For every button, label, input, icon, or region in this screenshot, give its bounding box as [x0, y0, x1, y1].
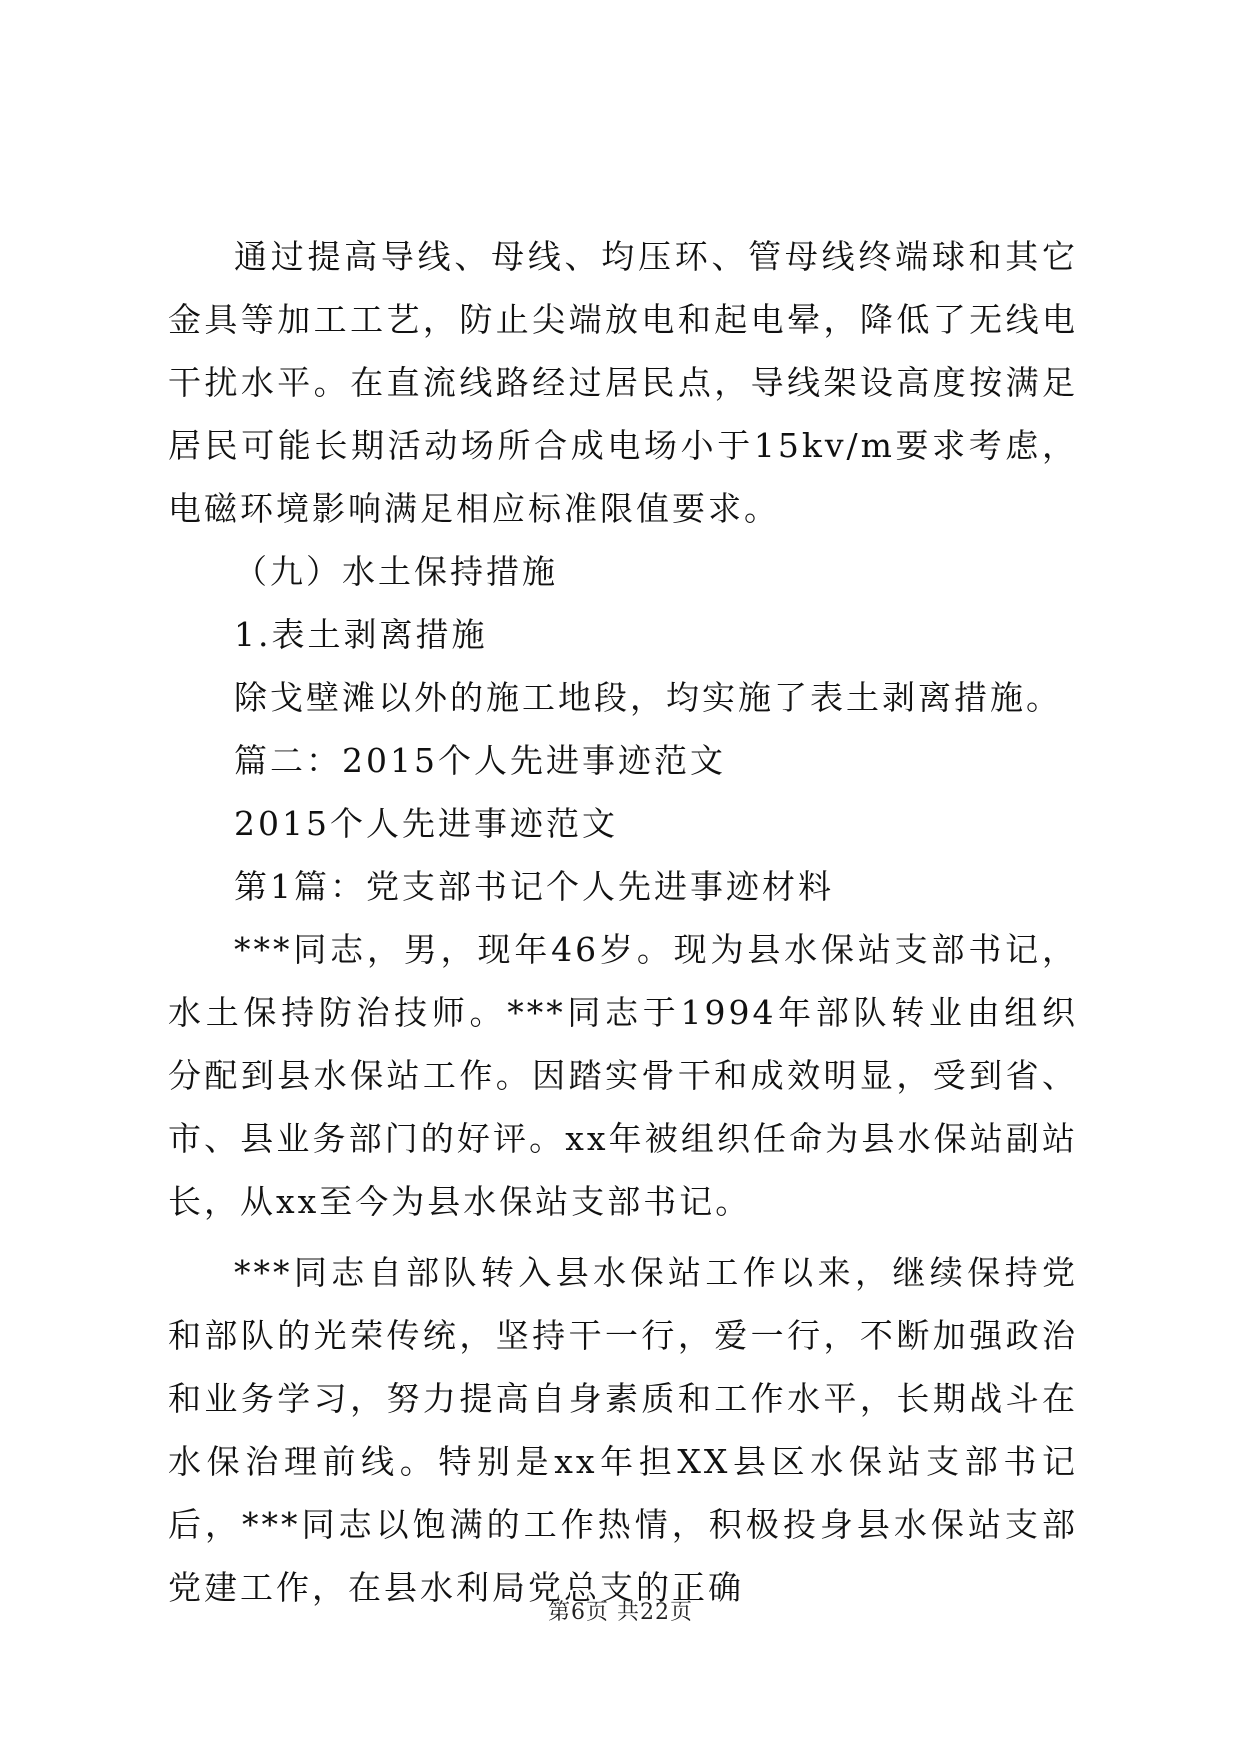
section-heading-soil-conservation: （九）水土保持措施: [234, 552, 558, 591]
chapter-heading-1: 第1篇：党支部书记个人先进事迹材料: [234, 867, 834, 906]
paragraph-biography: ***同志，男，现年46岁。现为县水保站支部书记，水土保持防治技师。***同志于1994年部队转业由组织分配到县水保站工作。因踏实骨干和成效明显，受到省、市、县业务部门的好评。xx年被组织任命为县水保站副站长，从xx至今为县水保站支部书记。: [168, 930, 1078, 1221]
part-heading-2: 篇二：2015个人先进事迹范文: [234, 741, 726, 780]
paragraph-topsoil-stripping: 除戈壁滩以外的施工地段，均实施了表土剥离措施。: [234, 678, 1062, 717]
article-title: 2015个人先进事迹范文: [234, 804, 618, 843]
subsection-heading-topsoil: 1.表土剥离措施: [234, 615, 488, 654]
paragraph-emf-measures: 通过提高导线、母线、均压环、管母线终端球和其它金具等加工工艺，防止尖端放电和起电晕，降低了无线电干扰水平。在直流线路经过居民点，导线架设高度按满足居民可能长期活动场所合成电场小于15kv/m要求考虑，电磁环境影响满足相应标准限值要求。: [168, 237, 1078, 528]
document-body: [168, 225, 1078, 1619]
page-footer: 第6页 共22页: [548, 1600, 693, 1625]
paragraph-achievements: ***同志自部队转入县水保站工作以来，继续保持党和部队的光荣传统，坚持干一行，爱一行，不断加强政治和业务学习，努力提高自身素质和工作水平，长期战斗在水保治理前线。特别是xx年担XX县区水保站支部书记后，***同志以饱满的工作热情，积极投身县水保站支部党建工作，在县水利局党总支的正确: [168, 1253, 1078, 1607]
